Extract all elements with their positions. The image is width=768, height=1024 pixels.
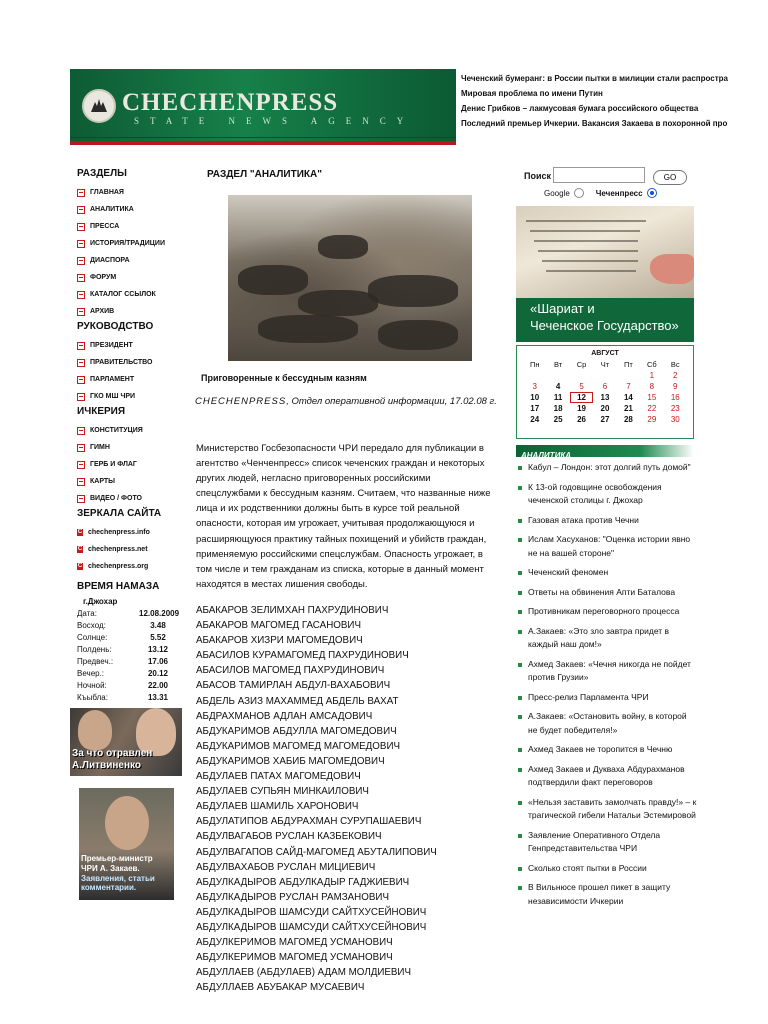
arrow-bullet-icon: [77, 376, 85, 384]
news-link[interactable]: [518, 829, 698, 856]
calendar-day[interactable]: 6: [602, 382, 608, 391]
analytics-header: АНАЛИТИКА: [516, 445, 694, 457]
sidebar-item-video-photo[interactable]: ВИДЕО / ФОТО: [77, 490, 187, 507]
calendar-weekday: Чт: [600, 360, 610, 369]
calendar-day[interactable]: 25: [553, 415, 563, 424]
news-link[interactable]: [518, 881, 698, 908]
news-link[interactable]: [518, 514, 698, 528]
list-item: АБАСИЛОВ МАГОМЕД ПАХРУДИНОВИЧ: [196, 665, 385, 677]
prayer-row: Солнце: 5.52: [77, 633, 166, 642]
news-link-text: Ахмед Закаев не торопится в Чечню: [528, 744, 673, 754]
news-link-text: Заявление Оперативного Отдела Генпредставительства ЧРИ: [528, 829, 661, 853]
sidebar-item-emblem-flag[interactable]: ГЕРБ И ФЛАГ: [77, 456, 187, 473]
mirror-link[interactable]: C chechenpress.net: [77, 546, 148, 553]
section-title-razdely: РАЗДЕЛЫ: [77, 168, 127, 179]
news-link-text: А.Закаев: «Это зло завтра придет в каждый наш дом!»: [528, 625, 670, 649]
news-link[interactable]: [518, 586, 698, 600]
calendar-day[interactable]: 1: [649, 371, 655, 380]
sidebar-item-gko[interactable]: ГКО МШ ЧРИ: [77, 388, 187, 405]
section-title-ichkeria: ИЧКЕРИЯ: [77, 406, 126, 417]
sharia-promo-banner[interactable]: [516, 206, 694, 342]
article-body: Министерство Госбезопасности ЧРИ передало для публикации в агентство «Ченченпресс» список чеченских граждан и некоторых других людей, негласно приговоренных российскими спецслужбами к бессудным казням. Считаем, что названные ниже лица и их родственники должны быть в курсе той реальной опасности, которая им угрожает, учитывая продолжающуюся и расширяющуюся практику тайных похищений и убийств граждан, применяемую российскими спецслужбам. Опасность угрожает, в том числе и тем гражданам из списка, которые в данный момент находятся в местах лишения свободы.: [196, 443, 491, 590]
names-list: [196, 603, 496, 995]
list-item: АБДУКАРИМОВ АБДУЛЛА МАГОМЕДОВИЧ: [196, 725, 397, 737]
arrow-bullet-icon: [77, 274, 85, 282]
news-link-text: Противникам переговорного процесса: [528, 606, 680, 616]
calendar-day[interactable]: 16: [670, 393, 680, 402]
sidebar-item-press[interactable]: ПРЕССА: [77, 218, 187, 235]
news-link-text: Сколько стоят пытки в России: [528, 862, 647, 873]
calendar-weekday: Вс: [670, 360, 680, 369]
prayer-row: Полдень: 13.12: [77, 645, 169, 654]
news-link-text: «Нельзя заставить замолчать правду!» – к трагической гибели Натальи Эстемировой: [528, 796, 697, 820]
calendar-day[interactable]: 18: [553, 404, 563, 413]
square-bullet-icon: [518, 748, 522, 752]
litvinenko-promo-banner[interactable]: [70, 708, 182, 776]
calendar-day[interactable]: 2: [673, 371, 678, 380]
calendar-day[interactable]: 7: [626, 382, 631, 391]
list-item: АБДУЛКАДЫРОВ АБДУЛКАДЫР ГАДЖИЕВИЧ: [196, 876, 410, 888]
news-link[interactable]: [518, 533, 698, 560]
logo-divider: [70, 137, 456, 138]
sidebar-item-home[interactable]: ГЛАВНАЯ: [77, 184, 187, 201]
calendar-day[interactable]: 23: [670, 404, 680, 413]
calendar-day[interactable]: 15: [647, 393, 657, 402]
list-item: АБДУЛЛАЕВ (АБДУЛАЕВ) АДАМ МОЛДИЕВИЧ: [196, 967, 412, 979]
mirror-site-icon: C: [77, 563, 83, 569]
calendar-day[interactable]: 26: [577, 415, 587, 424]
news-link[interactable]: [518, 796, 698, 823]
arrow-bullet-icon: [77, 291, 85, 299]
arrow-bullet-icon: [77, 427, 85, 435]
top-headlines: [461, 71, 761, 131]
news-link[interactable]: [518, 763, 698, 790]
arrow-bullet-icon: [77, 223, 85, 231]
news-link-text: Ахмед Закаев и Дукваха Абдурахманов подтвердили факт переговоров: [528, 763, 685, 787]
calendar-day[interactable]: 22: [647, 404, 657, 413]
calendar-day[interactable]: 28: [623, 415, 633, 424]
sidebar-item-archive[interactable]: АРХИВ: [77, 303, 187, 320]
list-item: АБАСОВ ТАМИРЛАН АБДУЛ-ВАХАБОВИЧ: [196, 680, 391, 692]
prayer-row: Ночной: 22.00: [77, 681, 169, 690]
list-item: АБДУЛКАДЫРОВ ШАМСУДИ САЙТХУСЕЙНОВИЧ: [196, 921, 427, 933]
sidebar-item-analytics[interactable]: АНАЛИТИКА: [77, 201, 187, 218]
news-link[interactable]: [518, 625, 698, 652]
sidebar-item-maps[interactable]: КАРТЫ: [77, 473, 187, 490]
square-bullet-icon: [518, 886, 522, 890]
calendar-grid: [517, 359, 693, 425]
news-link[interactable]: [518, 862, 698, 876]
prayer-row: Дата: 12.08.2009: [77, 609, 180, 618]
sidebar-item-forum[interactable]: ФОРУМ: [77, 269, 187, 286]
prayer-city: г.Джохар: [83, 597, 118, 606]
square-bullet-icon: [518, 466, 522, 470]
search-input[interactable]: [553, 167, 645, 183]
news-link[interactable]: [518, 691, 698, 705]
list-item: АБАКАРОВ ЗЕЛИМХАН ПАХРУДИНОВИЧ: [196, 605, 389, 616]
calendar-weekday: Пт: [624, 360, 633, 369]
list-item: АБДУЛКЕРИМОВ МАГОМЕД УСМАНОВИЧ: [196, 937, 393, 949]
calendar-day[interactable]: 20: [600, 404, 610, 413]
square-bullet-icon: [518, 571, 522, 575]
list-item: АБДУЛВАГАБОВ РУСЛАН КАЗБЕКОВИЧ: [196, 831, 382, 843]
analytics-news-list: [518, 461, 698, 914]
news-link-text: Газовая атака против Чечни: [528, 514, 639, 525]
mirror-link[interactable]: C chechenpress.org: [77, 563, 149, 570]
calendar-day[interactable]: 13: [600, 393, 610, 402]
headline-link[interactable]: Последний премьер Ичкерии. Вакансия Закаева в похоронной про: [461, 119, 728, 128]
list-item: АБДУКАРИМОВ ХАБИБ МАГОМЕДОВИЧ: [196, 755, 385, 767]
calendar-day[interactable]: 10: [530, 393, 540, 402]
news-link-text: Кабул – Лондон: этот долгий путь домой": [528, 462, 691, 472]
zakaev-promo-banner[interactable]: [79, 788, 174, 900]
arrow-bullet-icon: [77, 359, 85, 367]
radio-google[interactable]: [574, 188, 584, 198]
prayer-row: Къыбла: 13.31: [77, 693, 169, 702]
photo-caption: Приговоренные к бессудным казням: [201, 373, 367, 383]
wolf-emblem-icon: [82, 89, 116, 123]
news-link[interactable]: [518, 566, 698, 580]
square-bullet-icon: [518, 591, 522, 595]
calendar-weekday: Пн: [529, 360, 540, 369]
section-title-prayer: ВРЕМЯ НАМАЗА: [77, 581, 160, 592]
square-bullet-icon: [518, 519, 522, 523]
calendar-empty: [570, 370, 593, 381]
news-link-text: А.Закаев: «Остановить войну, в которой не будет победителя!»: [528, 711, 687, 735]
arrow-bullet-icon: [77, 308, 85, 316]
list-item: АБДУЛАЕВ СУПЬЯН МИНКАИЛОВИЧ: [196, 786, 369, 798]
news-link-text: Ахмед Закаев: «Чечня никогда не пойдет против Грузии»: [528, 658, 691, 682]
calendar-day[interactable]: 4: [555, 382, 561, 391]
news-link[interactable]: [518, 658, 698, 685]
calendar-day[interactable]: 5: [579, 382, 584, 391]
square-bullet-icon: [518, 610, 522, 614]
square-bullet-icon: [518, 801, 522, 805]
arrow-bullet-icon: [77, 478, 85, 486]
list-item: АБДУЛКАДЫРОВ ШАМСУДИ САЙТХУСЕЙНОВИЧ: [196, 906, 427, 918]
calendar-weekday: Вт: [554, 360, 563, 369]
calendar-day[interactable]: 17: [530, 404, 540, 413]
arrow-bullet-icon: [77, 461, 85, 469]
list-item: АБДУЛАЕВ ШАМИЛЬ ХАРОНОВИЧ: [196, 801, 359, 813]
sidebar-item-anthem[interactable]: ГИМН: [77, 439, 187, 456]
logo-subtitle: STATE NEWS AGENCY: [134, 116, 415, 126]
search-scope-options: [544, 188, 669, 198]
banner-title: «Шариат и Чеченское Государство»: [530, 301, 679, 333]
arrow-bullet-icon: [77, 495, 85, 503]
book-photo: [516, 206, 694, 298]
list-item: АБДРАХМАНОВ АДЛАН АМСАДОВИЧ: [196, 710, 373, 722]
arrow-bullet-icon: [77, 189, 85, 197]
news-link[interactable]: [518, 461, 698, 475]
calendar-day[interactable]: 21: [623, 404, 633, 413]
calendar-day[interactable]: 27: [600, 415, 610, 424]
promo-caption: За что отравлен А.Литвиненко: [72, 748, 153, 771]
calendar-day[interactable]: 11: [553, 393, 563, 402]
list-item: АБДУЛЛАЕВ АБУБАКАР МУСАЕВИЧ: [196, 982, 365, 994]
calendar-day[interactable]: 30: [670, 415, 680, 424]
news-link-text: Ислам Хасуханов: "Оценка истории явно не на вашей стороне": [528, 534, 691, 558]
arrow-bullet-icon: [77, 444, 85, 452]
search-go-button[interactable]: GO: [653, 170, 687, 185]
calendar-empty: [593, 370, 616, 381]
portrait-photo: [105, 796, 149, 850]
section-title-mirrors: ЗЕРКАЛА САЙТА: [77, 508, 162, 519]
news-link[interactable]: [518, 710, 698, 737]
mirror-site-icon: C: [77, 529, 83, 535]
square-bullet-icon: [518, 715, 522, 719]
list-item: АБАКАРОВ ХИЗРИ МАГОМЕДОВИЧ: [196, 635, 363, 647]
site-logo-banner[interactable]: [70, 69, 456, 145]
news-link-text: Ответы на обвинения Апти Баталова: [528, 586, 676, 597]
mirror-link[interactable]: C chechenpress.info: [77, 529, 150, 536]
news-link[interactable]: [518, 481, 698, 508]
news-link-text: Пресс-релиз Парламента ЧРИ: [528, 691, 649, 702]
portrait-photo: [78, 710, 112, 750]
sidebar-item-links[interactable]: КАТАЛОГ ССЫЛОК: [77, 286, 187, 303]
sidebar-item-diaspora[interactable]: ДИАСПОРА: [77, 252, 187, 269]
calendar-day[interactable]: 14: [623, 393, 633, 402]
radio-label-google: Google: [544, 188, 570, 198]
prayer-row: Вечер.: 20.12: [77, 669, 169, 678]
arrow-bullet-icon: [77, 206, 85, 214]
calendar-day[interactable]: 19: [577, 404, 587, 413]
calendar-day[interactable]: 3: [532, 382, 537, 391]
mirror-site-icon: C: [77, 546, 83, 552]
news-link[interactable]: [518, 605, 698, 619]
article-photo: [228, 195, 472, 361]
hand-shape: [650, 254, 694, 284]
sidebar-item-constitution[interactable]: КОНСТИТУЦИЯ: [77, 422, 187, 439]
list-item: АБДУЛВАГАПОВ САЙД-МАГОМЕД АБУТАЛИПОВИЧ: [196, 846, 437, 858]
square-bullet-icon: [518, 867, 522, 871]
square-bullet-icon: [518, 630, 522, 634]
list-item: АБДЕЛЬ АЗИЗ МАХАММЕД АБДЕЛЬ ВАХАТ: [196, 695, 399, 707]
square-bullet-icon: [518, 834, 522, 838]
sidebar-item-history[interactable]: ИСТОРИЯ/ТРАДИЦИИ: [77, 235, 187, 252]
radio-site[interactable]: [647, 188, 657, 198]
calendar-empty: [546, 370, 569, 381]
promo-caption: Премьер-министр ЧРИ А. Закаев.: [81, 854, 153, 873]
list-item: АБДУЛКАДЫРОВ РУСЛАН РАМЗАНОВИЧ: [196, 891, 389, 903]
calendar-day[interactable]: 12: [570, 392, 593, 403]
square-bullet-icon: [518, 486, 522, 490]
list-item: АБДУЛАТИПОВ АБДУРАХМАН СУРУПАШАЕВИЧ: [196, 816, 422, 828]
prayer-row: Восход: 3.48: [77, 621, 166, 630]
article-byline: CHECHENPRESS, Отдел оперативной информации, 17.02.08 г.: [195, 396, 497, 407]
arrow-bullet-icon: [77, 257, 85, 265]
calendar-day[interactable]: 8: [649, 382, 655, 391]
calendar-widget: [516, 345, 694, 439]
news-link[interactable]: [518, 743, 698, 757]
arrow-bullet-icon: [77, 393, 85, 401]
headline-link[interactable]: Чеченский бумеранг: в России пытки в милиции стали распростра: [461, 74, 728, 83]
arrow-bullet-icon: [77, 240, 85, 248]
headline-link[interactable]: Мировая проблема по имени Путин: [461, 89, 603, 98]
calendar-day[interactable]: 24: [530, 415, 540, 424]
section-heading: РАЗДЕЛ "АНАЛИТИКА": [207, 169, 322, 180]
square-bullet-icon: [518, 768, 522, 772]
news-link-text: В Вильнюсе прошел пикет в защиту независимости Ичкерии: [528, 882, 671, 906]
search-label: Поиск: [524, 171, 552, 181]
list-item: АБДУЛАЕВ ПАТАХ МАГОМЕДОВИЧ: [196, 771, 361, 783]
calendar-day[interactable]: 29: [647, 415, 657, 424]
list-item: АБАКАРОВ МАГОМЕД ГАСАНОВИЧ: [196, 620, 362, 632]
sidebar-item-parliament[interactable]: ПАРЛАМЕНТ: [77, 371, 187, 388]
calendar-empty: [617, 370, 640, 381]
sidebar-item-president[interactable]: ПРЕЗИДЕНТ: [77, 337, 187, 354]
prayer-row: Предвеч.: 17.06: [77, 657, 169, 666]
list-item: АБДУЛКЕРИМОВ МАГОМЕД УСМАНОВИЧ: [196, 952, 393, 964]
news-link-text: К 13-ой годовщине освобождения чеченской столицы г. Джохар: [528, 481, 662, 505]
radio-label-site: Чеченпресс: [595, 188, 643, 198]
list-item: АБАСИЛОВ КУРАМАГОМЕД ПАХРУДИНОВИЧ: [196, 650, 409, 662]
logo-title: CHECHENPRESS: [122, 89, 339, 116]
promo-caption-secondary: Заявления, статьи комментарии.: [81, 874, 155, 892]
sidebar-item-government[interactable]: ПРАВИТЕЛЬСТВО: [77, 354, 187, 371]
left-sidebar: [77, 167, 187, 704]
square-bullet-icon: [518, 663, 522, 667]
arrow-bullet-icon: [77, 342, 85, 350]
headline-link[interactable]: Денис Грибков – лакмусовая бумага российского общества: [461, 104, 699, 113]
calendar-weekday: Сб: [646, 360, 657, 369]
square-bullet-icon: [518, 538, 522, 542]
square-bullet-icon: [518, 696, 522, 700]
calendar-weekday: Ср: [576, 360, 587, 369]
calendar-empty: [523, 370, 546, 381]
list-item: АБДУЛВАХАБОВ РУСЛАН МИЦИЕВИЧ: [196, 861, 376, 873]
list-item: АБДУКАРИМОВ МАГОМЕД МАГОМЕДОВИЧ: [196, 740, 401, 752]
calendar-month: АВГУСТ: [591, 350, 619, 357]
section-title-leadership: РУКОВОДСТВО: [77, 321, 154, 332]
calendar-day[interactable]: 9: [673, 382, 678, 391]
news-link-text: Чеченский феномен: [528, 567, 609, 577]
